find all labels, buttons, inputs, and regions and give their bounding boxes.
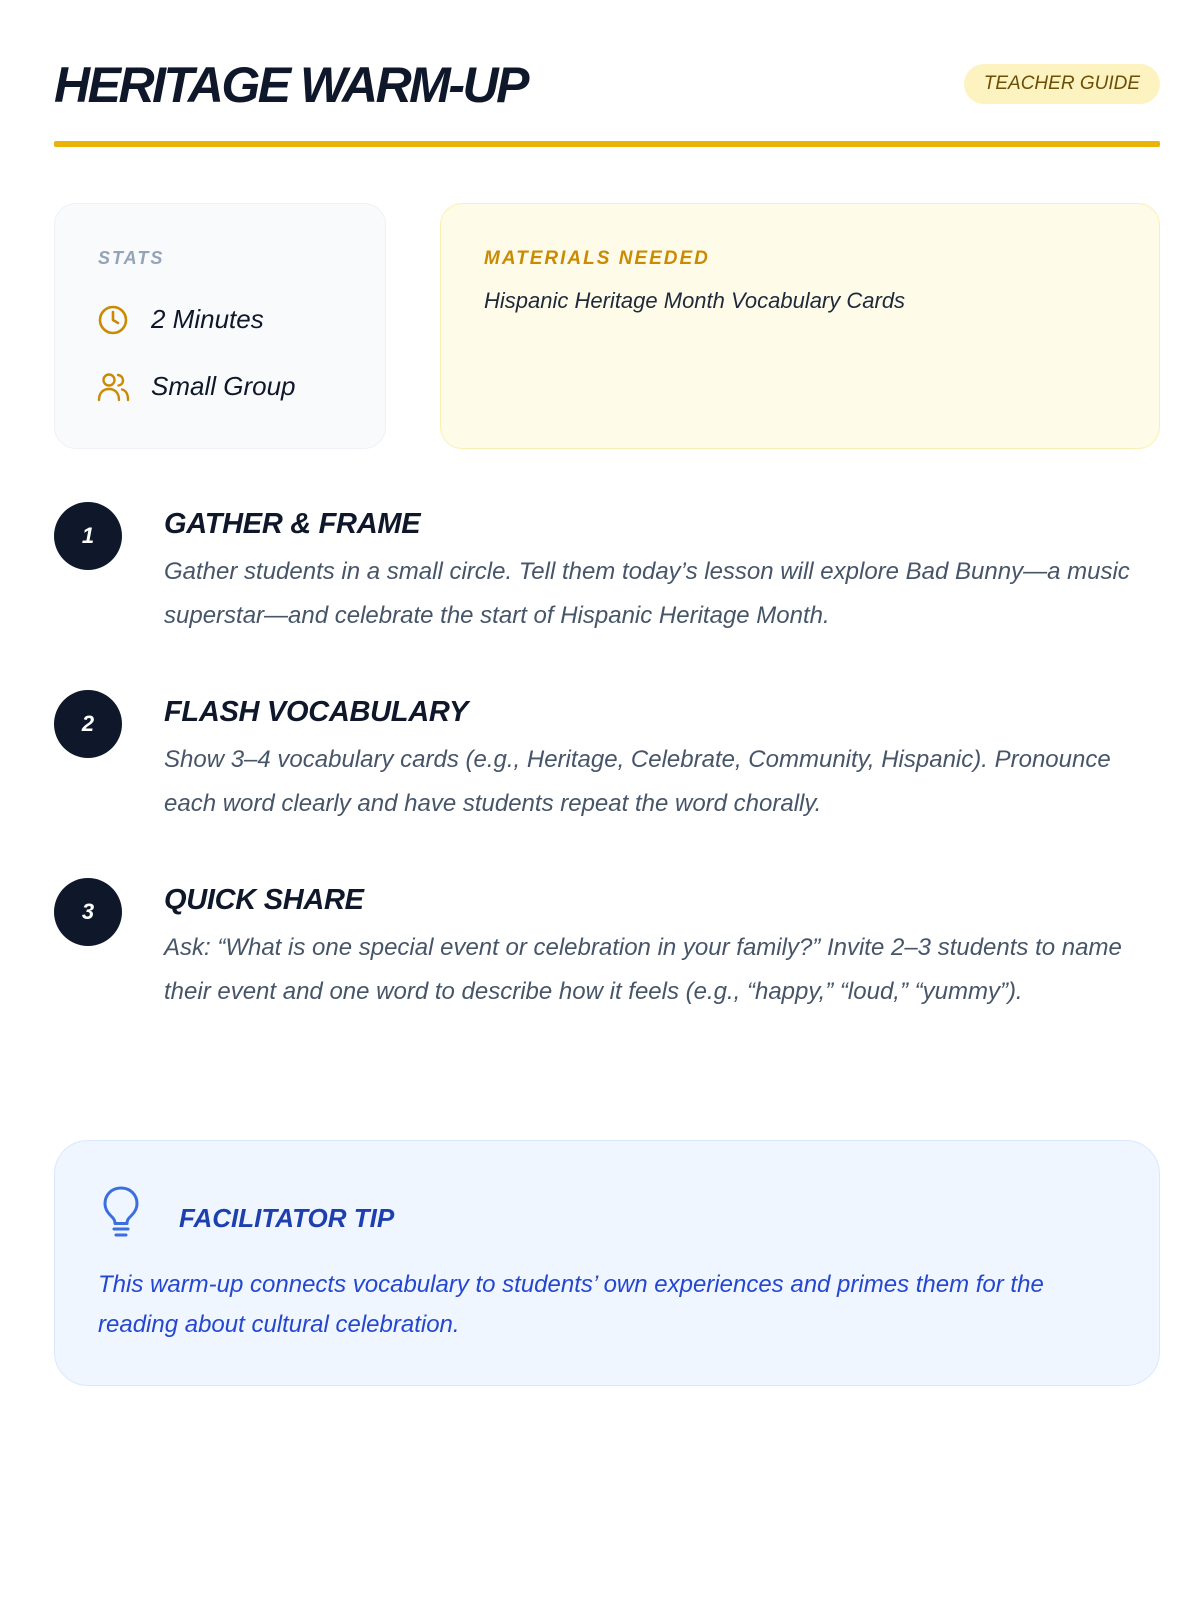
header-divider	[54, 141, 1160, 147]
header	[54, 50, 1160, 120]
step-body: Ask: “What is one special event or celebration in your family?” Invite 2–3 students to name their event and one word to describe how it feels (e.g., “happy,” “loud,” “yummy”).	[164, 934, 1122, 1005]
stat-grouping-text: Small Group	[151, 371, 296, 401]
step-title: FLASH VOCABULARY	[164, 696, 469, 728]
step-title: QUICK SHARE	[164, 884, 364, 916]
facilitator-tip-card	[54, 1140, 1160, 1386]
materials-text: Hispanic Heritage Month Vocabulary Cards	[484, 288, 906, 313]
clock-icon	[97, 304, 131, 338]
step-title: GATHER & FRAME	[164, 508, 421, 540]
step-number-badge: 1	[54, 502, 122, 570]
lightbulb-icon	[101, 1185, 141, 1239]
stats-card	[54, 203, 386, 449]
teacher-guide-badge: TEACHER GUIDE	[964, 64, 1160, 104]
page-title: HERITAGE WARM-UP	[54, 57, 527, 113]
tip-title: FACILITATOR TIP	[179, 1203, 395, 1233]
users-icon	[97, 371, 131, 405]
stat-grouping	[97, 369, 367, 405]
stat-duration-text: 2 Minutes	[151, 304, 264, 334]
tip-body: This warm-up connects vocabulary to students’ own experiences and primes them for the reading about cultural celebration.	[98, 1271, 1044, 1338]
materials-card	[440, 203, 1160, 449]
materials-label: MATERIALS NEEDED	[484, 248, 710, 269]
stats-label: STATS	[98, 248, 165, 268]
stat-duration	[97, 302, 367, 338]
step-number-badge: 2	[54, 690, 122, 758]
teacher-guide-page	[54, 0, 1160, 1600]
step-body: Gather students in a small circle. Tell them today’s lesson will explore Bad Bunny—a music superstar—and celebrate the start of Hispanic Heritage Month.	[164, 558, 1130, 629]
step-number-badge: 3	[54, 878, 122, 946]
step-body: Show 3–4 vocabulary cards (e.g., Heritage, Celebrate, Community, Hispanic). Pronounce each word clearly and have students repeat the word chorally.	[164, 746, 1111, 817]
